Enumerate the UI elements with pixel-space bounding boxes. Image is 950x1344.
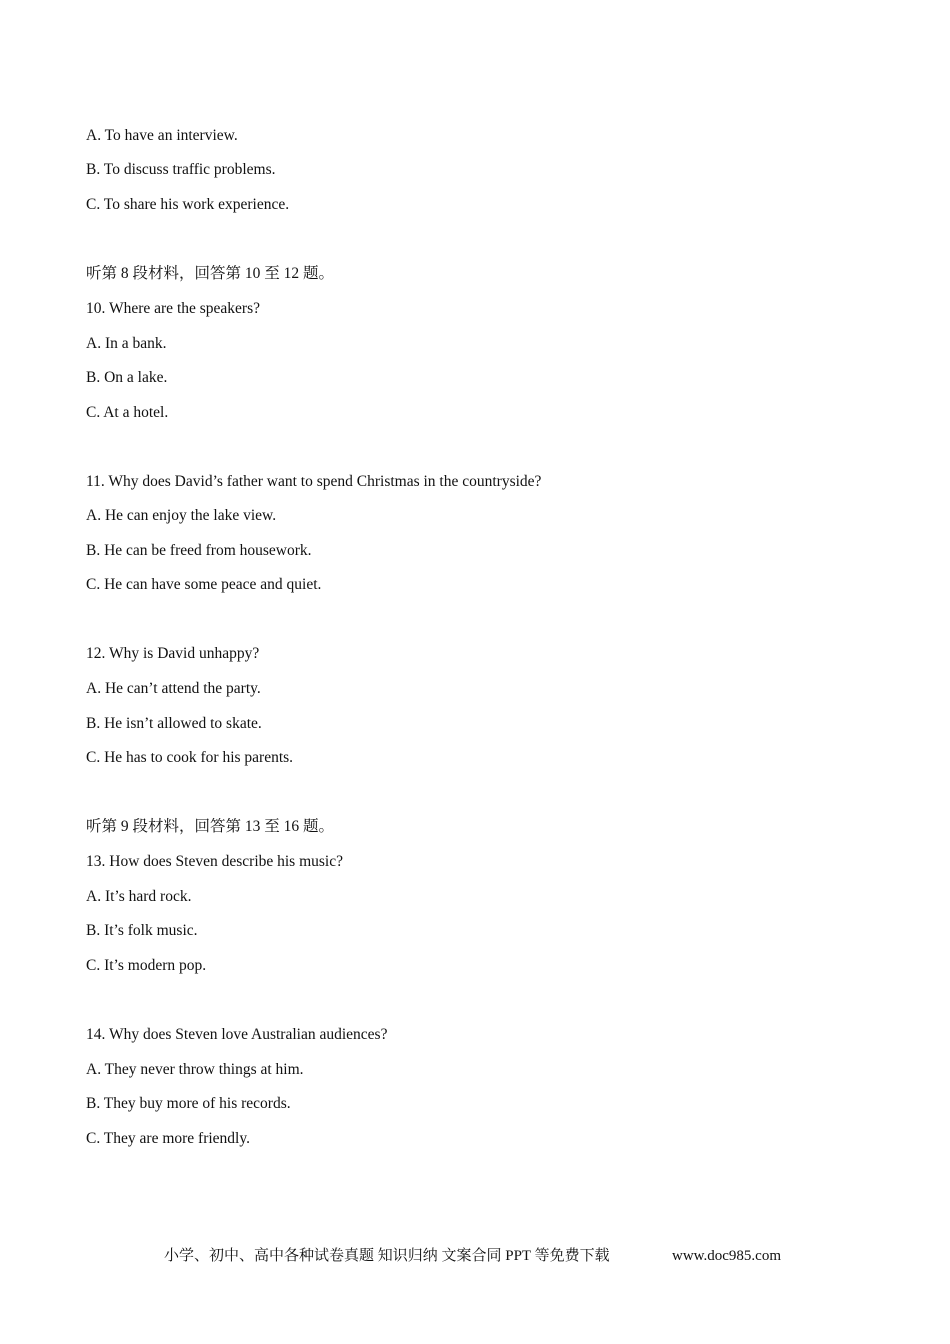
q13-option-a: A. It’s hard rock. <box>86 888 192 905</box>
q14-question: 14. Why does Steven love Australian audiences? <box>86 1026 388 1043</box>
q9-option-c: C. To share his work experience. <box>86 196 290 213</box>
q11-option-b: B. He can be freed from housework. <box>86 542 312 559</box>
footer-url-link[interactable]: www.doc985.com <box>672 1248 782 1264</box>
q9-option-a: A. To have an interview. <box>86 127 238 144</box>
q10-option-b: B. On a lake. <box>86 369 168 386</box>
q14-option-c: C. They are more friendly. <box>86 1130 250 1147</box>
q10-option-a: A. In a bank. <box>86 335 167 352</box>
q13-option-b: B. It’s folk music. <box>86 922 198 939</box>
q9-option-b: B. To discuss traffic problems. <box>86 161 276 178</box>
q11-option-c: C. He can have some peace and quiet. <box>86 576 322 593</box>
q11-question: 11. Why does David’s father want to spend Christmas in the countryside? <box>86 473 542 490</box>
q12-option-b: B. He isn’t allowed to skate. <box>86 715 262 732</box>
section8-header: 听第 8 段材料，回答第 10 至 12 题。 <box>86 265 335 282</box>
q13-option-c: C. It’s modern pop. <box>86 957 207 974</box>
q14-option-b: B. They buy more of his records. <box>86 1095 291 1112</box>
q10-question: 10. Where are the speakers? <box>86 300 260 317</box>
q10-option-c: C. At a hotel. <box>86 404 169 421</box>
section9-header: 听第 9 段材料，回答第 13 至 16 题。 <box>86 818 335 835</box>
q14-option-a: A. They never throw things at him. <box>86 1061 304 1078</box>
q13-question: 13. How does Steven describe his music? <box>86 853 343 870</box>
q12-question: 12. Why is David unhappy? <box>86 645 260 662</box>
footer-promo-text: 小学、初中、高中各种试卷真题 知识归纳 文案合同 PPT 等免费下载 <box>164 1248 610 1264</box>
q11-option-a: A. He can enjoy the lake view. <box>86 507 277 524</box>
q12-option-a: A. He can’t attend the party. <box>86 680 261 697</box>
q12-option-c: C. He has to cook for his parents. <box>86 749 294 766</box>
